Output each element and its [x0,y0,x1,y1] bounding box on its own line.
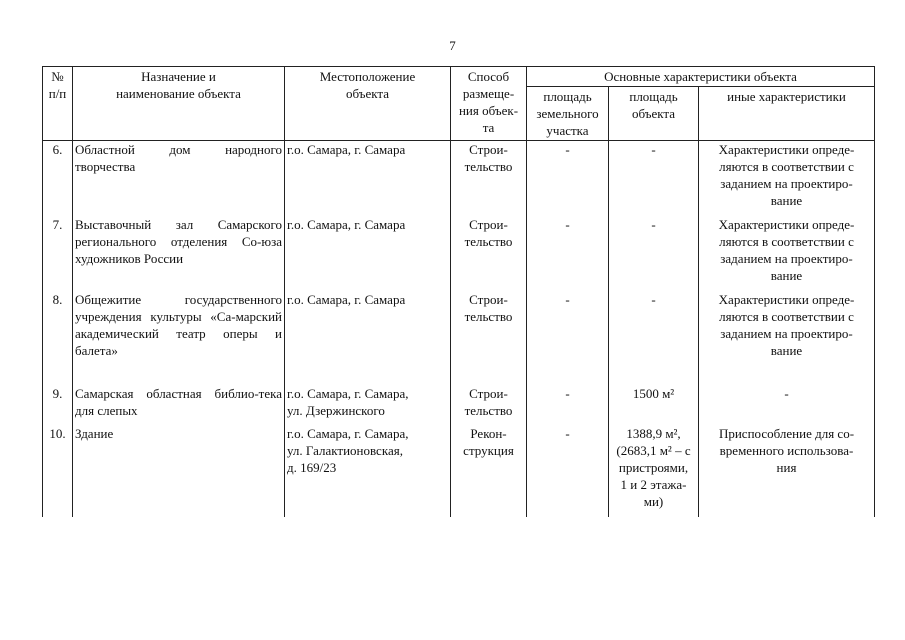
row-num: 6. [43,141,73,216]
row-method: Строи- тельство [451,141,527,216]
header-land-area: площадь земельного участка [527,87,609,141]
row-num: 9. [43,385,73,425]
row-method: Рекон- струкция [451,425,527,517]
row-other: - [699,385,875,425]
objects-table [42,66,875,517]
header-other: иные характеристики [699,87,875,141]
row-num: 7. [43,216,73,291]
row-method: Строи- тельство [451,291,527,385]
row-location: г.о. Самара, г. Самара, ул. Дзержинского [285,385,451,425]
row-other: Характеристики опреде- ляются в соответствии с заданием на проектиро- вание [699,141,875,216]
row-location: г.о. Самара, г. Самара [285,216,451,291]
row-object-area: 1388,9 м², (2683,1 м² – с пристроями, 1 и 2 этажа- ми) [609,425,699,517]
header-purpose: Назначение и наименование объекта [73,67,285,141]
row-object-area: - [609,216,699,291]
row-land-area: - [527,141,609,216]
row-other: Приспособление для со- временного использова- ния [699,425,875,517]
row-land-area: - [527,385,609,425]
header-method: Способ размеще- ния объек- та [451,67,527,141]
table-row [43,291,875,385]
table-row [43,216,875,291]
row-land-area: - [527,425,609,517]
table-row [43,425,875,517]
row-location: г.о. Самара, г. Самара, ул. Галактионовская, д. 169/23 [285,425,451,517]
row-object-area: 1500 м² [609,385,699,425]
row-method: Строи- тельство [451,385,527,425]
row-name: Областной дом народного творчества [73,141,285,216]
row-name: Здание [73,425,285,517]
row-location: г.о. Самара, г. Самара [285,291,451,385]
row-other: Характеристики опреде- ляются в соответствии с заданием на проектиро- вание [699,291,875,385]
table-row [43,385,875,425]
row-object-area: - [609,291,699,385]
row-num: 8. [43,291,73,385]
row-land-area: - [527,216,609,291]
header-num: № п/п [43,67,73,141]
row-name: Общежитие государственного учреждения культуры «Са-марский академический театр оперы и балета» [73,291,285,385]
row-object-area: - [609,141,699,216]
row-location: г.о. Самара, г. Самара [285,141,451,216]
header-object-area: площадь объекта [609,87,699,141]
table-header [43,67,875,141]
header-characteristics: Основные характеристики объекта [527,67,875,87]
row-land-area: - [527,291,609,385]
header-location: Местоположение объекта [285,67,451,141]
row-num: 10. [43,425,73,517]
row-name: Выставочный зал Самарского регионального отделения Со-юза художников России [73,216,285,291]
row-name: Самарская областная библио-тека для слепых [73,385,285,425]
row-method: Строи- тельство [451,216,527,291]
row-other: Характеристики опреде- ляются в соответствии с заданием на проектиро- вание [699,216,875,291]
table-row [43,141,875,216]
page-number: 7 [449,38,456,53]
